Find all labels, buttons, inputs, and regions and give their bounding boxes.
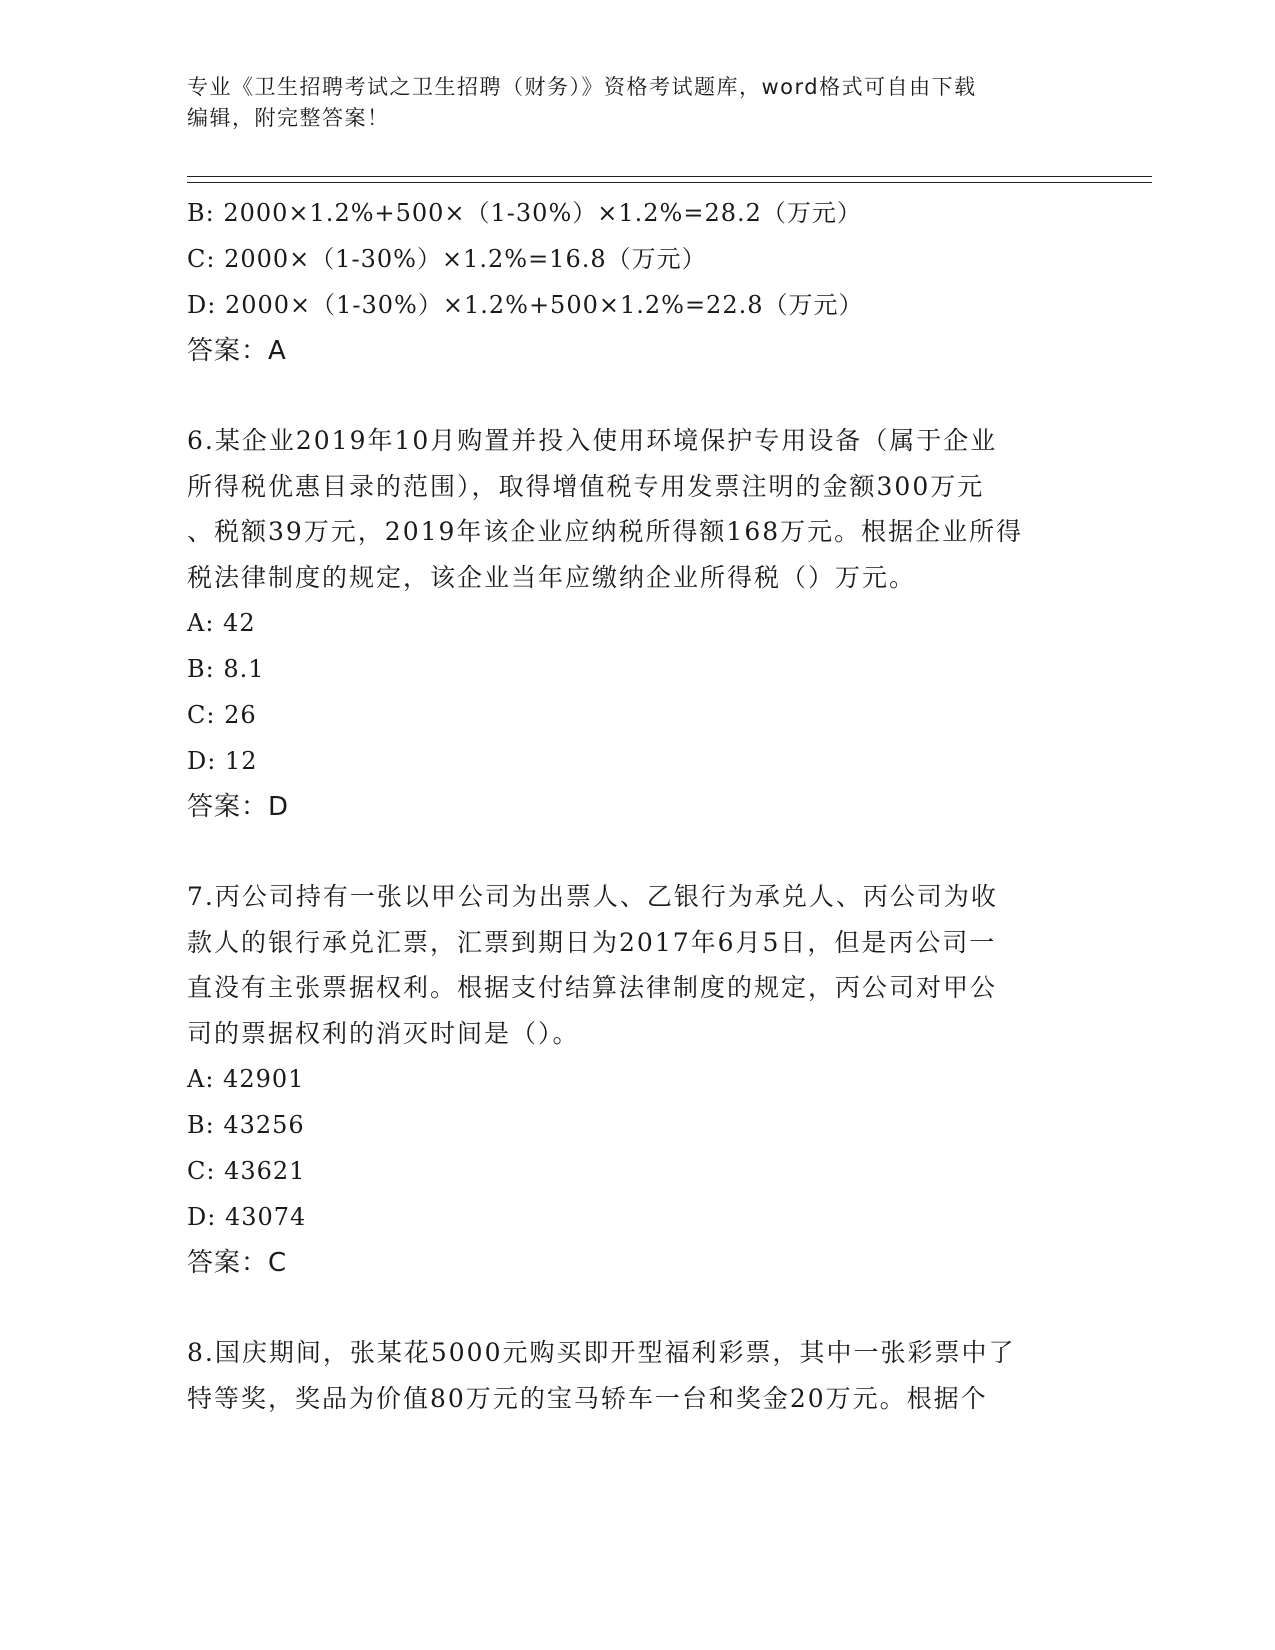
question-line: 所得税优惠目录的范围），取得增值税专用发票注明的金额300万元 bbox=[187, 471, 985, 501]
header-divider-top bbox=[187, 176, 1152, 177]
option-b: B: 8.1 bbox=[187, 655, 265, 683]
question-line: 6.某企业2019年10月购置并投入使用环境保护专用设备（属于企业 bbox=[187, 426, 998, 455]
spacer bbox=[187, 374, 1087, 418]
spacer bbox=[187, 830, 1087, 874]
answer-label: 答案：A bbox=[187, 336, 287, 366]
spacer bbox=[187, 1286, 1087, 1330]
option-a: A: 42 bbox=[187, 609, 256, 637]
question-line: 8.国庆期间，张某花5000元购买即开型福利彩票，其中一张彩票中了 bbox=[187, 1338, 1016, 1367]
question-5-tail bbox=[187, 190, 1087, 374]
question-content bbox=[187, 190, 1087, 1421]
option-d: D: 12 bbox=[187, 747, 258, 775]
question-line: 、税额39万元，2019年该企业应纳税所得额168万元。根据企业所得 bbox=[187, 517, 1024, 546]
question-6 bbox=[187, 418, 1087, 830]
option-d: D: 43074 bbox=[187, 1203, 307, 1231]
question-line: 7.丙公司持有一张以甲公司为出票人、乙银行为承兑人、丙公司为收 bbox=[187, 882, 998, 911]
question-text bbox=[187, 874, 1087, 1056]
header-line-2: 编辑，附完整答案！ bbox=[187, 106, 390, 130]
option-b: B: 43256 bbox=[187, 1111, 305, 1139]
header-line-1: 专业《卫生招聘考试之卫生招聘（财务）》资格考试题库，word格式可自由下载 bbox=[187, 75, 977, 99]
option-a: A: 42901 bbox=[187, 1065, 305, 1093]
question-line: 税法律制度的规定，该企业当年应缴纳企业所得税（）万元。 bbox=[187, 562, 917, 592]
header-divider-bottom bbox=[187, 182, 1152, 183]
question-text bbox=[187, 1330, 1087, 1421]
option-c: C: 43621 bbox=[187, 1157, 306, 1185]
question-line: 特等奖，奖品为价值80万元的宝马轿车一台和奖金20万元。根据个 bbox=[187, 1383, 988, 1413]
question-8 bbox=[187, 1330, 1087, 1421]
option-b: B: 2000×1.2%+500×（1-30%）×1.2%=28.2（万元） bbox=[187, 199, 862, 227]
document-header bbox=[187, 72, 1067, 134]
answer-label: 答案：C bbox=[187, 1248, 288, 1278]
question-line: 直没有主张票据权利。根据支付结算法律制度的规定，丙公司对甲公 bbox=[187, 973, 998, 1002]
question-text bbox=[187, 418, 1087, 600]
answer-label: 答案：D bbox=[187, 792, 290, 822]
option-d: D: 2000×（1-30%）×1.2%+500×1.2%=22.8（万元） bbox=[187, 291, 864, 319]
option-c: C: 2000×（1-30%）×1.2%=16.8（万元） bbox=[187, 245, 707, 273]
question-line: 款人的银行承兑汇票，汇票到期日为2017年6月5日，但是丙公司一 bbox=[187, 927, 997, 957]
question-line: 司的票据权利的消灭时间是（）。 bbox=[187, 1018, 580, 1048]
question-7 bbox=[187, 874, 1087, 1286]
option-c: C: 26 bbox=[187, 701, 257, 729]
